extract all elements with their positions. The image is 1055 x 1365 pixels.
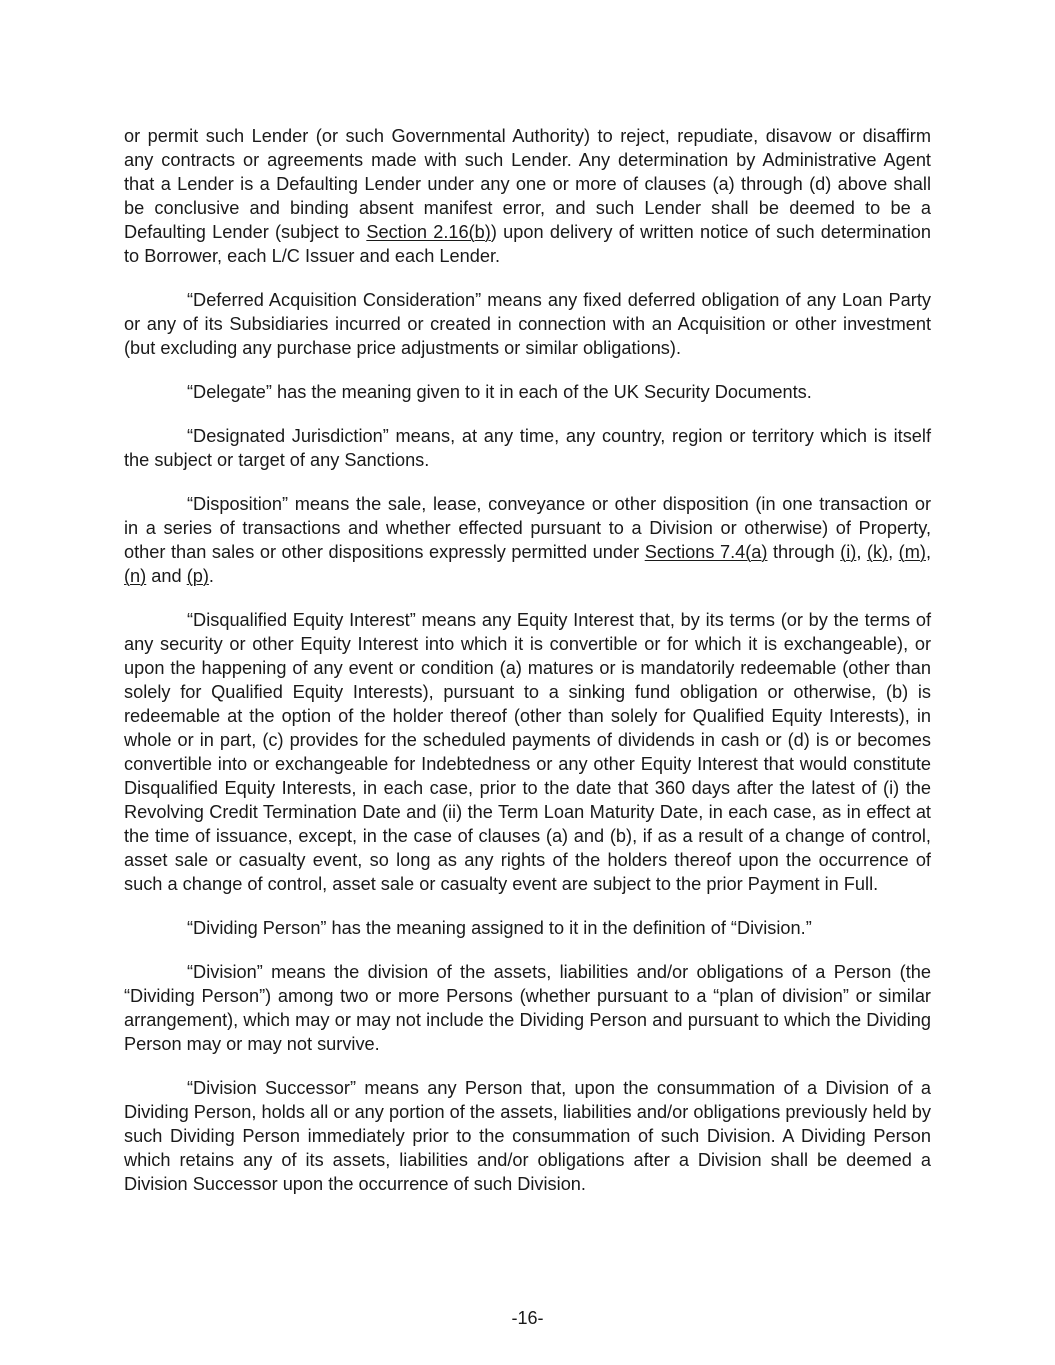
definition-deferred-acquisition-consideration (124, 288, 931, 360)
text-span: , (925, 542, 931, 562)
text-span: “Division Successor” means any Person that, upon the consummation of a Division of a Dividing Person, holds all or any portion of the assets, liabilities and/or obligations previously held by such Dividing Person immediately prior to the consummation of such Division. A Dividing Person which retains any of its assets, liabilities and/or obligations after a Division shall be deemed a Division Successor upon the occurrence of such Division. (124, 1078, 931, 1194)
paragraph-defaulting-lender-continued (124, 124, 931, 268)
clause-reference: (i) (840, 542, 857, 562)
clause-reference: (k) (866, 542, 889, 562)
section-reference: Sections 7.4(a) (644, 542, 768, 562)
document-body (124, 124, 931, 1216)
text-span: “Disqualified Equity Interest” means any Equity Interest that, by its terms (or by the terms of any security or other Equity Interest into which it is convertible or for which it is exchangeable), or upon the happening of any event or condition (a) matures or is mandatorily redeemable (other than solely for Qualified Equity Interests), pursuant to a sinking fund obligation or otherwise, (b) is redeemable at the option of the holder thereof (other than solely for Qualified Equity Interests), in whole or in part, (c) provides for the scheduled payments of dividends in cash or (d) is or becomes convertible into or exchangeable for Indebtedness or any other Equity Interest that would constitute Disqualified Equity Interests, in each case, prior to the date that 360 days after the latest of (i) the Revolving Credit Termination Date and (ii) the Term Loan Maturity Date, in each case, as in effect at the time of issuance, except, in the case of clauses (a) and (b), if as a result of a change of control, asset sale or casualty event, so long as any rights of the holders thereof upon the occurrence of such a change of control, asset sale or casualty event are subject to the prior Payment in Full. (124, 610, 931, 894)
text-span: or permit such Lender (or such Governmental Authority) to reject, repudiate, disavow or disaffirm any contracts or agreements made with such Lender. Any determination by Administrative Agent that a Lender is a Defaulting Lender under any one or more of clauses (a) through (d) above shall be conclusive and binding absent manifest error, and such Lender shall be deemed to be a Defaulting Lender (subject to (124, 126, 931, 242)
text-span: , (888, 542, 899, 562)
text-span: through (767, 542, 841, 562)
clause-reference: (n) (124, 566, 147, 586)
section-reference: Section 2.16(b) (366, 222, 491, 242)
text-span: “Delegate” has the meaning given to it in each of the UK Security Documents. (187, 382, 812, 402)
text-span: “Dividing Person” has the meaning assigned to it in the definition of “Division.” (187, 918, 812, 938)
text-span: “Designated Jurisdiction” means, at any time, any country, region or territory which is itself the subject or target of any Sanctions. (124, 426, 931, 470)
definition-delegate (124, 380, 931, 404)
definition-disposition (124, 492, 931, 588)
text-span: ) upon delivery of written notice of such determination to Borrower, each L/C Issuer and each Lender. (124, 222, 931, 266)
text-span: “Disposition” means the sale, lease, conveyance or other disposition (in one transaction or in a series of transactions and whether effected pursuant to a Division or otherwise) of Property, other than sales or other dispositions expressly permitted under (124, 494, 931, 562)
text-span: “Deferred Acquisition Consideration” means any fixed deferred obligation of any Loan Party or any of its Subsidiaries incurred or created in connection with an Acquisition or other investment (but excluding any purchase price adjustments or similar obligations). (124, 290, 931, 358)
text-span: and (146, 566, 187, 586)
text-span: , (856, 542, 867, 562)
clause-reference: (m) (898, 542, 926, 562)
page-number: -16- (511, 1308, 544, 1328)
definition-division (124, 960, 931, 1056)
definition-division-successor (124, 1076, 931, 1196)
text-span: . (208, 566, 214, 586)
definition-disqualified-equity-interest (124, 608, 931, 896)
text-span: “Division” means the division of the assets, liabilities and/or obligations of a Person (the “Dividing Person”) among two or more Persons (whether pursuant to a “plan of division” or similar arrangement), which may or may not include the Dividing Person and pursuant to which the Dividing Person may or may not survive. (124, 962, 931, 1054)
clause-reference: (p) (186, 566, 209, 586)
definition-designated-jurisdiction (124, 424, 931, 472)
definition-dividing-person (124, 916, 931, 940)
